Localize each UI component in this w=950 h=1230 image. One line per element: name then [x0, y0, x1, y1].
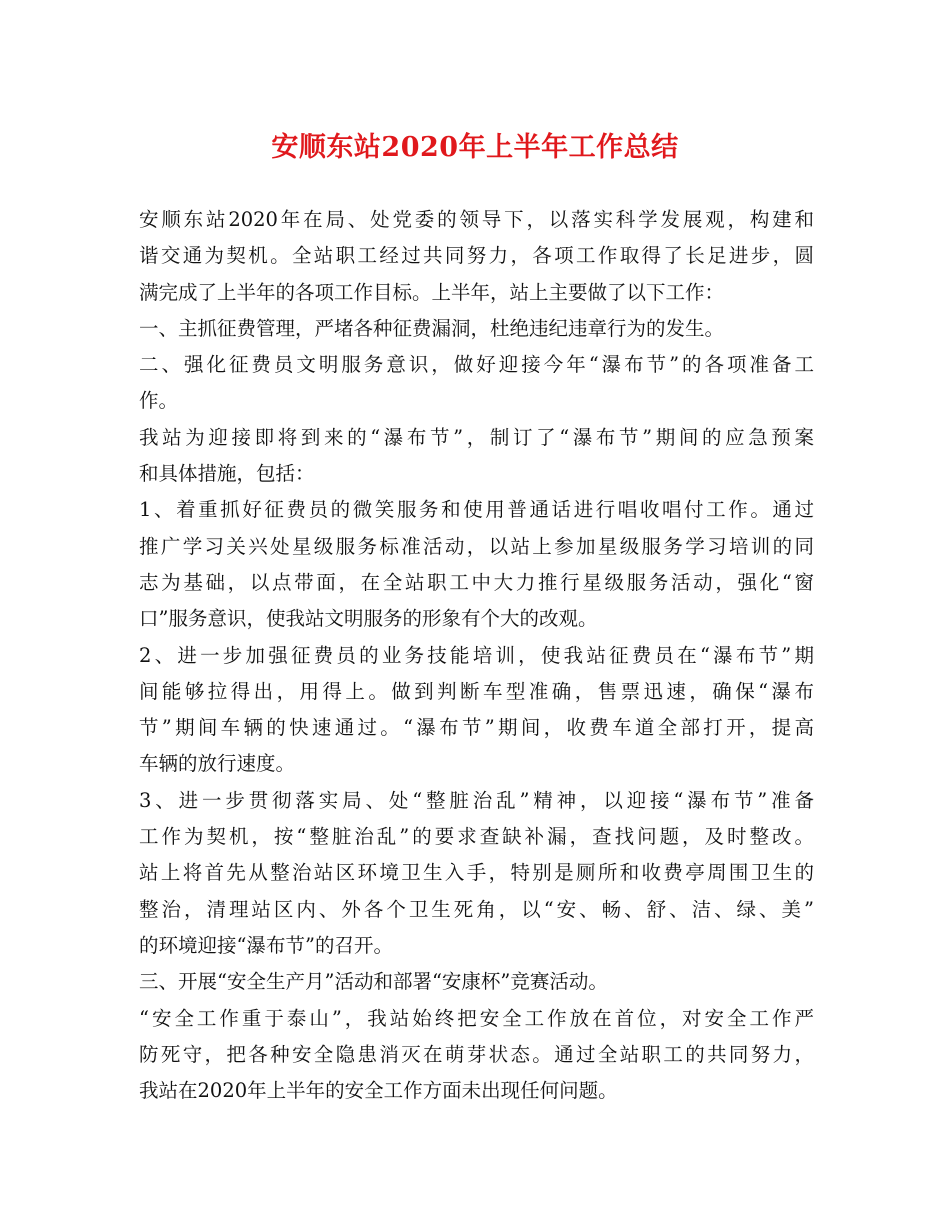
text-line: 志为基础，以点带面，在全站职工中大力推行星级服务活动，强化“窗	[139, 570, 814, 594]
text-line: 一、主抓征费管理，严堵各种征费漏洞，杜绝违纪违章行为的发生。	[139, 316, 725, 340]
text-line: 和具体措施，包括：	[139, 462, 315, 486]
text-line: 3、进一步贯彻落实局、处“整脏治乱”精神，以迎接“瀑布节”准备	[139, 788, 814, 812]
text-line: 的环境迎接“瀑布节”的召开。	[139, 933, 393, 957]
text-line: 工作为契机，按“整脏治乱”的要求查缺补漏，查找问题，及时整改。	[139, 825, 814, 849]
text-line: 作。	[139, 389, 179, 413]
text-line: 三、开展“安全生产月”活动和部署“安康杯”竞赛活动。	[139, 970, 608, 994]
text-line: 节”期间车辆的快速通过。“瀑布节”期间，收费车道全部打开，提高	[139, 716, 814, 740]
text-line: 我站在2020年上半年的安全工作方面未出现任何问题。	[139, 1079, 618, 1103]
text-line: 二、强化征费员文明服务意识，做好迎接今年“瀑布节”的各项准备工	[139, 353, 814, 377]
text-line: 2、进一步加强征费员的业务技能培训，使我站征费员在“瀑布节”期	[139, 643, 814, 667]
text-line: 我站为迎接即将到来的“瀑布节”，制订了“瀑布节”期间的应急预案	[139, 425, 814, 449]
text-line: 间能够拉得出，用得上。做到判断车型准确，售票迅速，确保“瀑布	[139, 679, 814, 703]
text-line: 推广学习关兴处星级服务标准活动，以站上参加星级服务学习培训的同	[139, 534, 814, 558]
text-line: 1、着重抓好征费员的微笑服务和使用普通话进行唱收唱付工作。通过	[139, 498, 814, 522]
text-line: 整治，清理站区内、外各个卫生死角，以“安、畅、舒、洁、绿、美”	[139, 897, 814, 921]
text-line: 防死守，把各种安全隐患消灭在萌芽状态。通过全站职工的共同努力，	[139, 1042, 814, 1066]
text-line: 站上将首先从整治站区环境卫生入手，特别是厕所和收费亭周围卫生的	[139, 861, 814, 885]
text-line: 安顺东站2020年在局、处党委的领导下，以落实科学发展观，构建和	[139, 208, 814, 231]
text-line: 口”服务意识，使我站文明服务的形象有个大的改观。	[139, 607, 598, 631]
text-line: 满完成了上半年的各项工作目标。上半年，站上主要做了以下工作：	[139, 280, 725, 304]
text-line: “安全工作重于泰山”，我站始终把安全工作放在首位，对安全工作严	[139, 1006, 814, 1030]
text-line: 谐交通为契机。全站职工经过共同努力，各项工作取得了长足进步，圆	[139, 244, 814, 268]
page-title: 安顺东站2020年上半年工作总结	[271, 132, 679, 163]
text-line: 车辆的放行速度。	[139, 752, 296, 776]
document-body	[139, 202, 814, 1109]
